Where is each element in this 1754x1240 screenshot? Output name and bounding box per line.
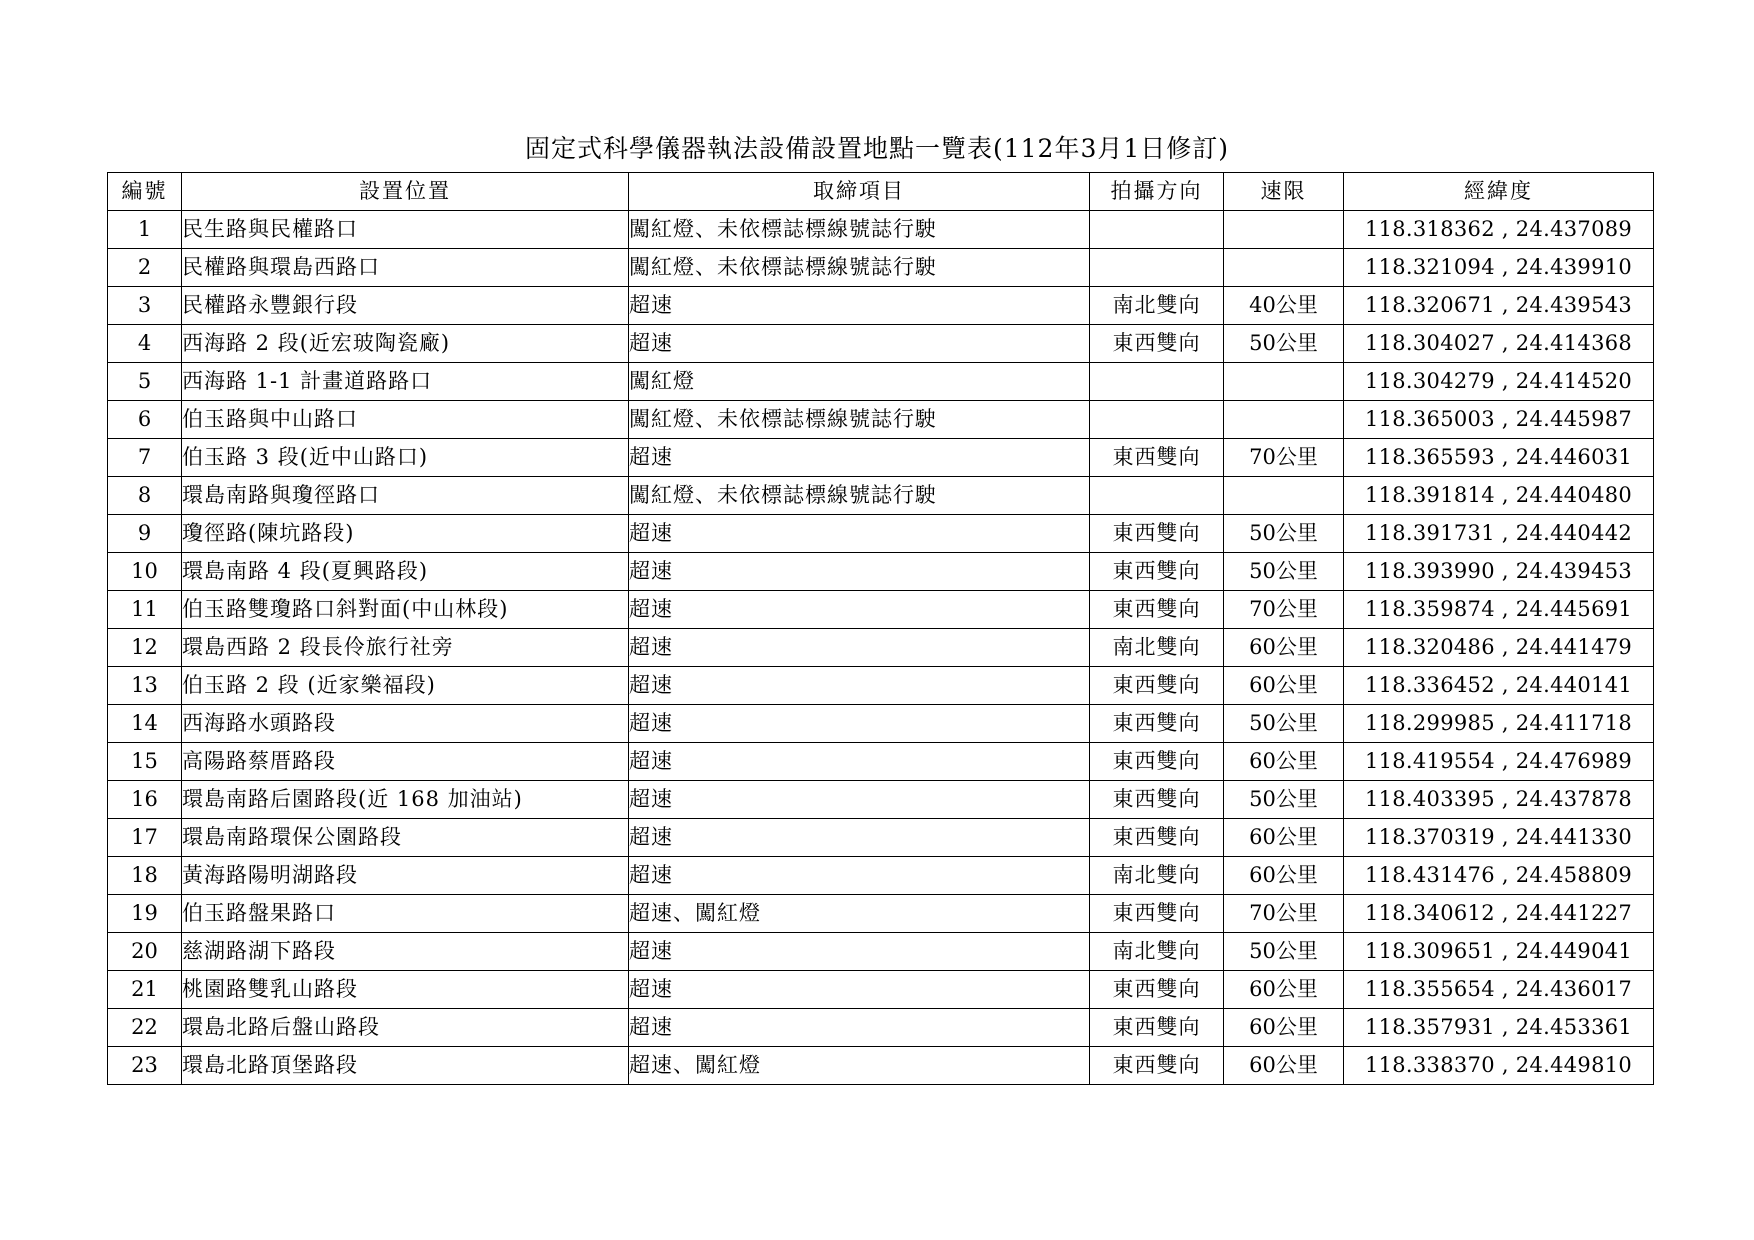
row-speed-limit: 50公里: [1224, 933, 1344, 971]
row-enforcement-item: 超速: [629, 325, 1090, 363]
row-direction: 南北雙向: [1090, 857, 1224, 895]
table-row: [108, 857, 1654, 895]
row-location: 瓊徑路(陳坑路段): [182, 515, 629, 553]
table-row: [108, 249, 1654, 287]
row-enforcement-item: 闖紅燈、未依標誌標線號誌行駛: [629, 477, 1090, 515]
row-direction: [1090, 401, 1224, 439]
row-speed-limit: [1224, 211, 1344, 249]
row-direction: 南北雙向: [1090, 287, 1224, 325]
table-row: [108, 629, 1654, 667]
table-row: [108, 1009, 1654, 1047]
row-number: 16: [108, 781, 182, 819]
row-location: 環島南路與瓊徑路口: [182, 477, 629, 515]
table-row: [108, 591, 1654, 629]
row-coordinates: 118.340612 , 24.441227: [1344, 895, 1654, 933]
table-body: [108, 211, 1654, 1085]
row-speed-limit: 50公里: [1224, 781, 1344, 819]
row-location: 環島西路 2 段長伶旅行社旁: [182, 629, 629, 667]
row-number: 10: [108, 553, 182, 591]
row-direction: 東西雙向: [1090, 591, 1224, 629]
row-coordinates: 118.304027 , 24.414368: [1344, 325, 1654, 363]
row-location: 伯玉路盤果路口: [182, 895, 629, 933]
row-location: 環島北路頂堡路段: [182, 1047, 629, 1085]
row-direction: 東西雙向: [1090, 1047, 1224, 1085]
header-enforcement-item: 取締項目: [629, 173, 1090, 211]
row-direction: 東西雙向: [1090, 705, 1224, 743]
row-location: 民權路永豐銀行段: [182, 287, 629, 325]
table-row: [108, 515, 1654, 553]
row-speed-limit: 40公里: [1224, 287, 1344, 325]
row-enforcement-item: 闖紅燈: [629, 363, 1090, 401]
row-enforcement-item: 超速、闖紅燈: [629, 1047, 1090, 1085]
row-speed-limit: 60公里: [1224, 819, 1344, 857]
row-number: 15: [108, 743, 182, 781]
row-location: 西海路 1-1 計畫道路路口: [182, 363, 629, 401]
row-enforcement-item: 超速: [629, 857, 1090, 895]
row-coordinates: 118.391814 , 24.440480: [1344, 477, 1654, 515]
row-number: 4: [108, 325, 182, 363]
row-number: 9: [108, 515, 182, 553]
table-row: [108, 933, 1654, 971]
header-direction: 拍攝方向: [1090, 173, 1224, 211]
row-coordinates: 118.365593 , 24.446031: [1344, 439, 1654, 477]
table-row: [108, 401, 1654, 439]
row-direction: 東西雙向: [1090, 325, 1224, 363]
row-number: 20: [108, 933, 182, 971]
row-coordinates: 118.403395 , 24.437878: [1344, 781, 1654, 819]
row-coordinates: 118.359874 , 24.445691: [1344, 591, 1654, 629]
table-row: [108, 781, 1654, 819]
row-coordinates: 118.320671 , 24.439543: [1344, 287, 1654, 325]
row-enforcement-item: 超速: [629, 933, 1090, 971]
row-enforcement-item: 超速、闖紅燈: [629, 895, 1090, 933]
row-location: 慈湖路湖下路段: [182, 933, 629, 971]
row-number: 3: [108, 287, 182, 325]
header-number: 編號: [108, 173, 182, 211]
row-direction: [1090, 211, 1224, 249]
row-coordinates: 118.365003 , 24.445987: [1344, 401, 1654, 439]
row-enforcement-item: 超速: [629, 439, 1090, 477]
row-location: 環島南路環保公園路段: [182, 819, 629, 857]
row-enforcement-item: 超速: [629, 629, 1090, 667]
row-direction: 東西雙向: [1090, 781, 1224, 819]
row-number: 17: [108, 819, 182, 857]
table-row: [108, 1047, 1654, 1085]
row-location: 黃海路陽明湖路段: [182, 857, 629, 895]
row-enforcement-item: 闖紅燈、未依標誌標線號誌行駛: [629, 211, 1090, 249]
row-enforcement-item: 超速: [629, 667, 1090, 705]
row-location: 桃園路雙乳山路段: [182, 971, 629, 1009]
table-row: [108, 439, 1654, 477]
row-number: 13: [108, 667, 182, 705]
row-coordinates: 118.304279 , 24.414520: [1344, 363, 1654, 401]
row-number: 8: [108, 477, 182, 515]
table-row: [108, 971, 1654, 1009]
row-speed-limit: 70公里: [1224, 439, 1344, 477]
row-direction: 東西雙向: [1090, 819, 1224, 857]
header-coordinates: 經緯度: [1344, 173, 1654, 211]
row-coordinates: 118.355654 , 24.436017: [1344, 971, 1654, 1009]
row-direction: 南北雙向: [1090, 629, 1224, 667]
row-speed-limit: [1224, 401, 1344, 439]
row-location: 伯玉路 3 段(近中山路口): [182, 439, 629, 477]
row-location: 環島北路后盤山路段: [182, 1009, 629, 1047]
row-direction: [1090, 477, 1224, 515]
row-speed-limit: 60公里: [1224, 743, 1344, 781]
table-row: [108, 477, 1654, 515]
row-enforcement-item: 闖紅燈、未依標誌標線號誌行駛: [629, 249, 1090, 287]
table-row: [108, 325, 1654, 363]
row-enforcement-item: 超速: [629, 971, 1090, 1009]
row-location: 環島南路后園路段(近 168 加油站): [182, 781, 629, 819]
row-location: 西海路水頭路段: [182, 705, 629, 743]
row-location: 民生路與民權路口: [182, 211, 629, 249]
row-enforcement-item: 超速: [629, 781, 1090, 819]
row-number: 18: [108, 857, 182, 895]
row-number: 7: [108, 439, 182, 477]
table-row: [108, 287, 1654, 325]
row-coordinates: 118.391731 , 24.440442: [1344, 515, 1654, 553]
row-coordinates: 118.318362 , 24.437089: [1344, 211, 1654, 249]
row-location: 高陽路蔡厝路段: [182, 743, 629, 781]
row-speed-limit: 70公里: [1224, 591, 1344, 629]
row-enforcement-item: 超速: [629, 515, 1090, 553]
row-speed-limit: 60公里: [1224, 971, 1344, 1009]
table-row: [108, 211, 1654, 249]
page-title: 固定式科學儀器執法設備設置地點一覽表(112年3月1日修訂): [524, 134, 1230, 163]
row-number: 1: [108, 211, 182, 249]
row-enforcement-item: 超速: [629, 705, 1090, 743]
row-enforcement-item: 超速: [629, 819, 1090, 857]
row-coordinates: 118.419554 , 24.476989: [1344, 743, 1654, 781]
row-speed-limit: [1224, 363, 1344, 401]
row-number: 2: [108, 249, 182, 287]
row-speed-limit: 70公里: [1224, 895, 1344, 933]
row-number: 11: [108, 591, 182, 629]
row-speed-limit: 60公里: [1224, 857, 1344, 895]
table-row: [108, 743, 1654, 781]
row-coordinates: 118.431476 , 24.458809: [1344, 857, 1654, 895]
row-number: 23: [108, 1047, 182, 1085]
row-direction: 東西雙向: [1090, 553, 1224, 591]
row-enforcement-item: 超速: [629, 1009, 1090, 1047]
row-number: 19: [108, 895, 182, 933]
row-enforcement-item: 闖紅燈、未依標誌標線號誌行駛: [629, 401, 1090, 439]
table-row: [108, 667, 1654, 705]
row-speed-limit: 50公里: [1224, 515, 1344, 553]
row-direction: 東西雙向: [1090, 1009, 1224, 1047]
table-row: [108, 895, 1654, 933]
row-speed-limit: 60公里: [1224, 1009, 1344, 1047]
row-location: 伯玉路與中山路口: [182, 401, 629, 439]
row-speed-limit: 60公里: [1224, 1047, 1344, 1085]
row-coordinates: 118.393990 , 24.439453: [1344, 553, 1654, 591]
header-location: 設置位置: [182, 173, 629, 211]
row-number: 5: [108, 363, 182, 401]
row-direction: 東西雙向: [1090, 667, 1224, 705]
row-speed-limit: 60公里: [1224, 629, 1344, 667]
row-location: 伯玉路雙瓊路口斜對面(中山林段): [182, 591, 629, 629]
row-location: 西海路 2 段(近宏玻陶瓷廠): [182, 325, 629, 363]
row-coordinates: 118.299985 , 24.411718: [1344, 705, 1654, 743]
row-direction: 東西雙向: [1090, 971, 1224, 1009]
row-location: 民權路與環島西路口: [182, 249, 629, 287]
row-location: 環島南路 4 段(夏興路段): [182, 553, 629, 591]
row-direction: 東西雙向: [1090, 743, 1224, 781]
row-enforcement-item: 超速: [629, 591, 1090, 629]
row-location: 伯玉路 2 段 (近家樂福段): [182, 667, 629, 705]
row-coordinates: 118.320486 , 24.441479: [1344, 629, 1654, 667]
row-coordinates: 118.321094 , 24.439910: [1344, 249, 1654, 287]
row-enforcement-item: 超速: [629, 553, 1090, 591]
row-direction: [1090, 249, 1224, 287]
header-speed-limit: 速限: [1224, 173, 1344, 211]
table-header: [108, 173, 1654, 211]
row-direction: 東西雙向: [1090, 515, 1224, 553]
row-direction: [1090, 363, 1224, 401]
row-coordinates: 118.336452 , 24.440141: [1344, 667, 1654, 705]
row-number: 6: [108, 401, 182, 439]
row-coordinates: 118.309651 , 24.449041: [1344, 933, 1654, 971]
row-number: 21: [108, 971, 182, 1009]
row-enforcement-item: 超速: [629, 743, 1090, 781]
row-speed-limit: 60公里: [1224, 667, 1344, 705]
table-row: [108, 553, 1654, 591]
row-number: 12: [108, 629, 182, 667]
row-speed-limit: 50公里: [1224, 325, 1344, 363]
camera-location-table: [107, 172, 1654, 1085]
row-speed-limit: [1224, 477, 1344, 515]
table-row: [108, 363, 1654, 401]
row-direction: 東西雙向: [1090, 895, 1224, 933]
table-header-row: [108, 173, 1654, 211]
table-row: [108, 705, 1654, 743]
row-number: 14: [108, 705, 182, 743]
row-speed-limit: [1224, 249, 1344, 287]
row-number: 22: [108, 1009, 182, 1047]
row-speed-limit: 50公里: [1224, 553, 1344, 591]
row-coordinates: 118.370319 , 24.441330: [1344, 819, 1654, 857]
table-row: [108, 819, 1654, 857]
row-coordinates: 118.338370 , 24.449810: [1344, 1047, 1654, 1085]
row-coordinates: 118.357931 , 24.453361: [1344, 1009, 1654, 1047]
row-enforcement-item: 超速: [629, 287, 1090, 325]
row-direction: 東西雙向: [1090, 439, 1224, 477]
row-direction: 南北雙向: [1090, 933, 1224, 971]
row-speed-limit: 50公里: [1224, 705, 1344, 743]
